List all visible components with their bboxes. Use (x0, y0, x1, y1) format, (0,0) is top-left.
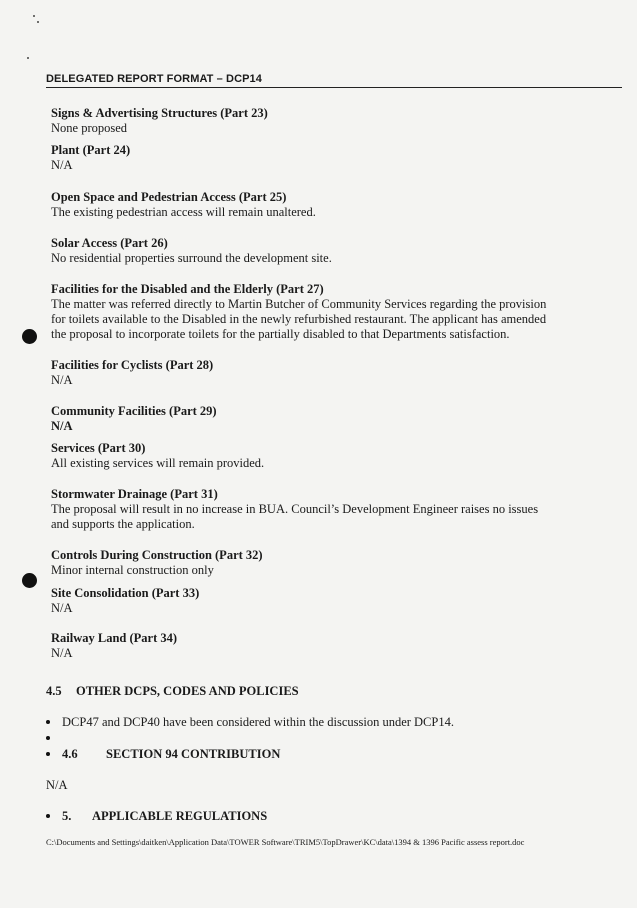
heading-section-94 (46, 747, 280, 762)
section-title: Solar Access (Part 26) (51, 236, 168, 250)
list-item (46, 715, 454, 730)
section-body: N/A (51, 158, 73, 172)
section-body: N/A (51, 601, 73, 615)
heading-title: APPLICABLE REGULATIONS (92, 809, 268, 823)
section-body-line: The proposal will result in no increase in BUA. Council’s Development Engineer raises no issues (51, 502, 539, 516)
heading-title: OTHER DCPS, CODES AND POLICIES (76, 684, 299, 698)
section-body: N/A (51, 373, 73, 387)
section-body-line: for toilets available to the Disabled in the newly refurbished restaurant. The applicant has amended (51, 312, 547, 326)
section-title: Site Consolidation (Part 33) (51, 586, 200, 600)
section-body: N/A (51, 646, 73, 660)
section-body: Minor internal construction only (51, 563, 214, 577)
section-signs (51, 106, 591, 136)
section-stormwater (51, 487, 591, 532)
section-body: The existing pedestrian access will remain unaltered. (51, 205, 316, 219)
section-title: Railway Land (Part 34) (51, 631, 178, 645)
section-solar-access (51, 236, 591, 266)
section-site-consolidation (51, 586, 591, 616)
scan-speck (27, 57, 29, 59)
section-title: Community Facilities (Part 29) (51, 404, 217, 418)
heading-title: SECTION 94 CONTRIBUTION (106, 747, 281, 761)
list-item-empty (46, 731, 62, 746)
section-title: Open Space and Pedestrian Access (Part 25) (51, 190, 287, 204)
section-body: N/A (51, 419, 73, 433)
section-community (51, 404, 591, 434)
section-railway (51, 631, 591, 661)
heading-number: 4.6 (62, 747, 78, 761)
section-body-line: and supports the application. (51, 517, 195, 531)
section-body-line: The matter was referred directly to Martin Butcher of Community Services regarding the provision (51, 297, 547, 311)
page-header: DELEGATED REPORT FORMAT – DCP14 (46, 73, 262, 85)
bullet-icon (46, 752, 50, 756)
section-body: None proposed (51, 121, 128, 135)
bullet-icon (46, 814, 50, 818)
section-94-value: N/A (46, 778, 68, 792)
bullet-icon (46, 736, 50, 740)
heading-regulations (46, 809, 267, 824)
list-item-text: DCP47 and DCP40 have been considered within the discussion under DCP14. (62, 715, 454, 729)
bullet-icon (46, 720, 50, 724)
section-title: Facilities for the Disabled and the Elderly (Part 27) (51, 282, 324, 296)
section-plant (51, 143, 591, 173)
heading-number: 4.5 (46, 684, 62, 698)
footer-file-path: C:\Documents and Settings\daitken\Application Data\TOWER Software\TRIM5\TopDrawer\KC\data\1394 & 1396 Pacific assess report.doc (46, 837, 525, 847)
section-services (51, 441, 591, 471)
section-title: Signs & Advertising Structures (Part 23) (51, 106, 268, 120)
section-title: Stormwater Drainage (Part 31) (51, 487, 218, 501)
section-open-space (51, 190, 591, 220)
section-title: Plant (Part 24) (51, 143, 131, 157)
section-construction (51, 548, 591, 578)
section-body: No residential properties surround the development site. (51, 251, 332, 265)
section-title: Facilities for Cyclists (Part 28) (51, 358, 214, 372)
section-cyclists (51, 358, 591, 388)
section-body: All existing services will remain provided. (51, 456, 265, 470)
scan-speck (37, 21, 39, 23)
section-body-line: the proposal to incorporate toilets for the partially disabled to that Departments satisfaction. (51, 327, 510, 341)
header-rule (46, 87, 622, 88)
heading-number: 5. (62, 809, 72, 823)
section-title: Services (Part 30) (51, 441, 146, 455)
heading-other-dcps (46, 684, 299, 699)
punch-hole-mark (22, 329, 37, 344)
section-title: Controls During Construction (Part 32) (51, 548, 263, 562)
section-disabled-elderly (51, 282, 591, 342)
scan-speck (33, 15, 35, 17)
punch-hole-mark (22, 573, 37, 588)
